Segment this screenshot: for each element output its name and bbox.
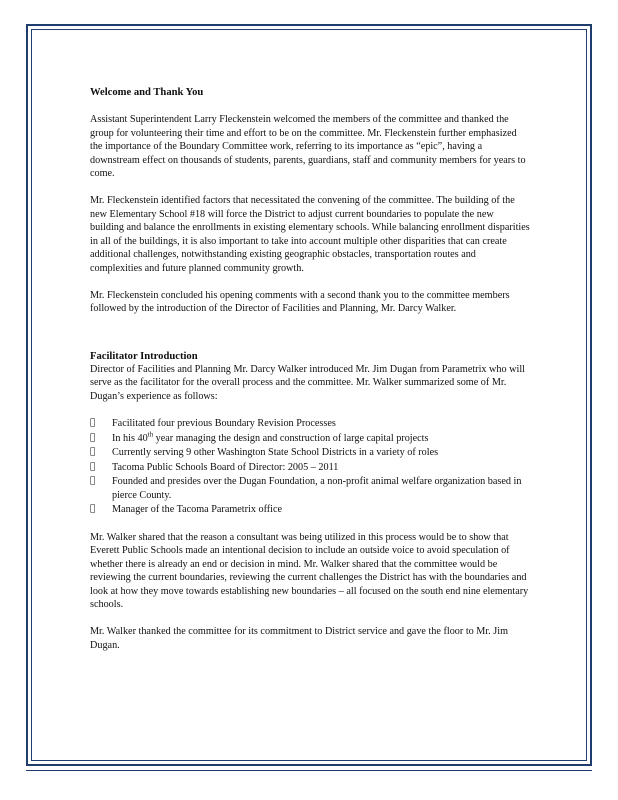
list-item-text: Facilitated four previous Boundary Revision Processes — [112, 418, 336, 429]
bullet-square-icon — [90, 417, 95, 431]
paragraph: Mr. Walker thanked the committee for its commitment to District service and gave the floor to Mr. Jim Dugan. — [90, 626, 508, 651]
section-welcome — [90, 86, 530, 316]
paragraph: Assistant Superintendent Larry Fleckenstein welcomed the members of the committee and thanked the group for volunteering their time and effort to be on the committee. Mr. Fleckenstein further emphasized the importance of the Boundary Committee work, referring to its importance as “epic”, having a downstream effect on thousands of students, parents, guardians, staff and community members for years to come. — [90, 114, 526, 179]
paragraph: Mr. Fleckenstein identified factors that necessitated the convening of the committee. The building of the new Elementary School #18 will force the District to adjust current boundaries to populate the new building and balance the enrollments in existing elementary schools. While balancing enrollment disparities in all of the buildings, it is also important to take into account multiple other disparities that can create additional challenges, notwithstanding existing geographic obstacles, transportation routes and complexities and future planned community growth. — [90, 195, 530, 274]
section-heading-welcome: Welcome and Thank You — [90, 87, 204, 98]
list-item-text: year managing the design and construction of large capital projects — [153, 432, 429, 444]
list-item — [112, 461, 530, 475]
paragraph: Director of Facilities and Planning Mr. Darcy Walker introduced Mr. Jim Dugan from Parametrix who will serve as the facilitator for the overall process and the committee. Mr. Walker summarized some of Mr. Dugan’s experience as follows: — [90, 363, 525, 402]
list-item — [112, 417, 530, 431]
ordinal-suffix: th — [147, 430, 154, 439]
bullet-square-icon — [90, 461, 95, 475]
section-heading-facilitator: Facilitator Introduction — [90, 350, 198, 362]
list-item — [112, 503, 530, 517]
list-item-text: Tacoma Public Schools Board of Director: 2005 – 2011 — [112, 461, 339, 473]
list-item — [112, 475, 530, 502]
list-item-text: Founded and presides over the Dugan Foundation, a non-profit animal welfare organization based in pierce County. — [112, 476, 522, 501]
paragraph: Mr. Fleckenstein concluded his opening comments with a second thank you to the committee members followed by the introduction of the Director of Facilities and Planning, Mr. Darcy Walker. — [90, 289, 510, 314]
bullet-square-icon — [90, 475, 95, 489]
list-item-text: Manager of the Tacoma Parametrix office — [112, 504, 283, 515]
list-item — [112, 432, 530, 446]
footer-rule — [26, 770, 592, 771]
list-item — [112, 446, 530, 460]
bullet-square-icon — [90, 446, 95, 460]
bullet-square-icon — [90, 503, 95, 517]
bullet-square-icon — [90, 432, 95, 446]
list-item-text: In his 40 — [112, 432, 148, 444]
paragraph: Mr. Walker shared that the reason a consultant was being utilized in this process would be to show that Everett Public Schools made an intentional decision to include an outside voice to avoid speculation of whether there is already an end or decision in mind. Mr. Walker shared that the committee would be reviewing the current boundaries, reviewing the current challenges the District has with the boundaries and look at how they move towards establishing new boundaries – all focused on the south end nine elementary schools. — [90, 531, 529, 610]
document-body — [90, 86, 530, 666]
list-item-text: Currently serving 9 other Washington State School Districts in a variety of roles — [112, 447, 439, 458]
section-facilitator — [90, 350, 530, 653]
experience-list — [90, 417, 530, 517]
